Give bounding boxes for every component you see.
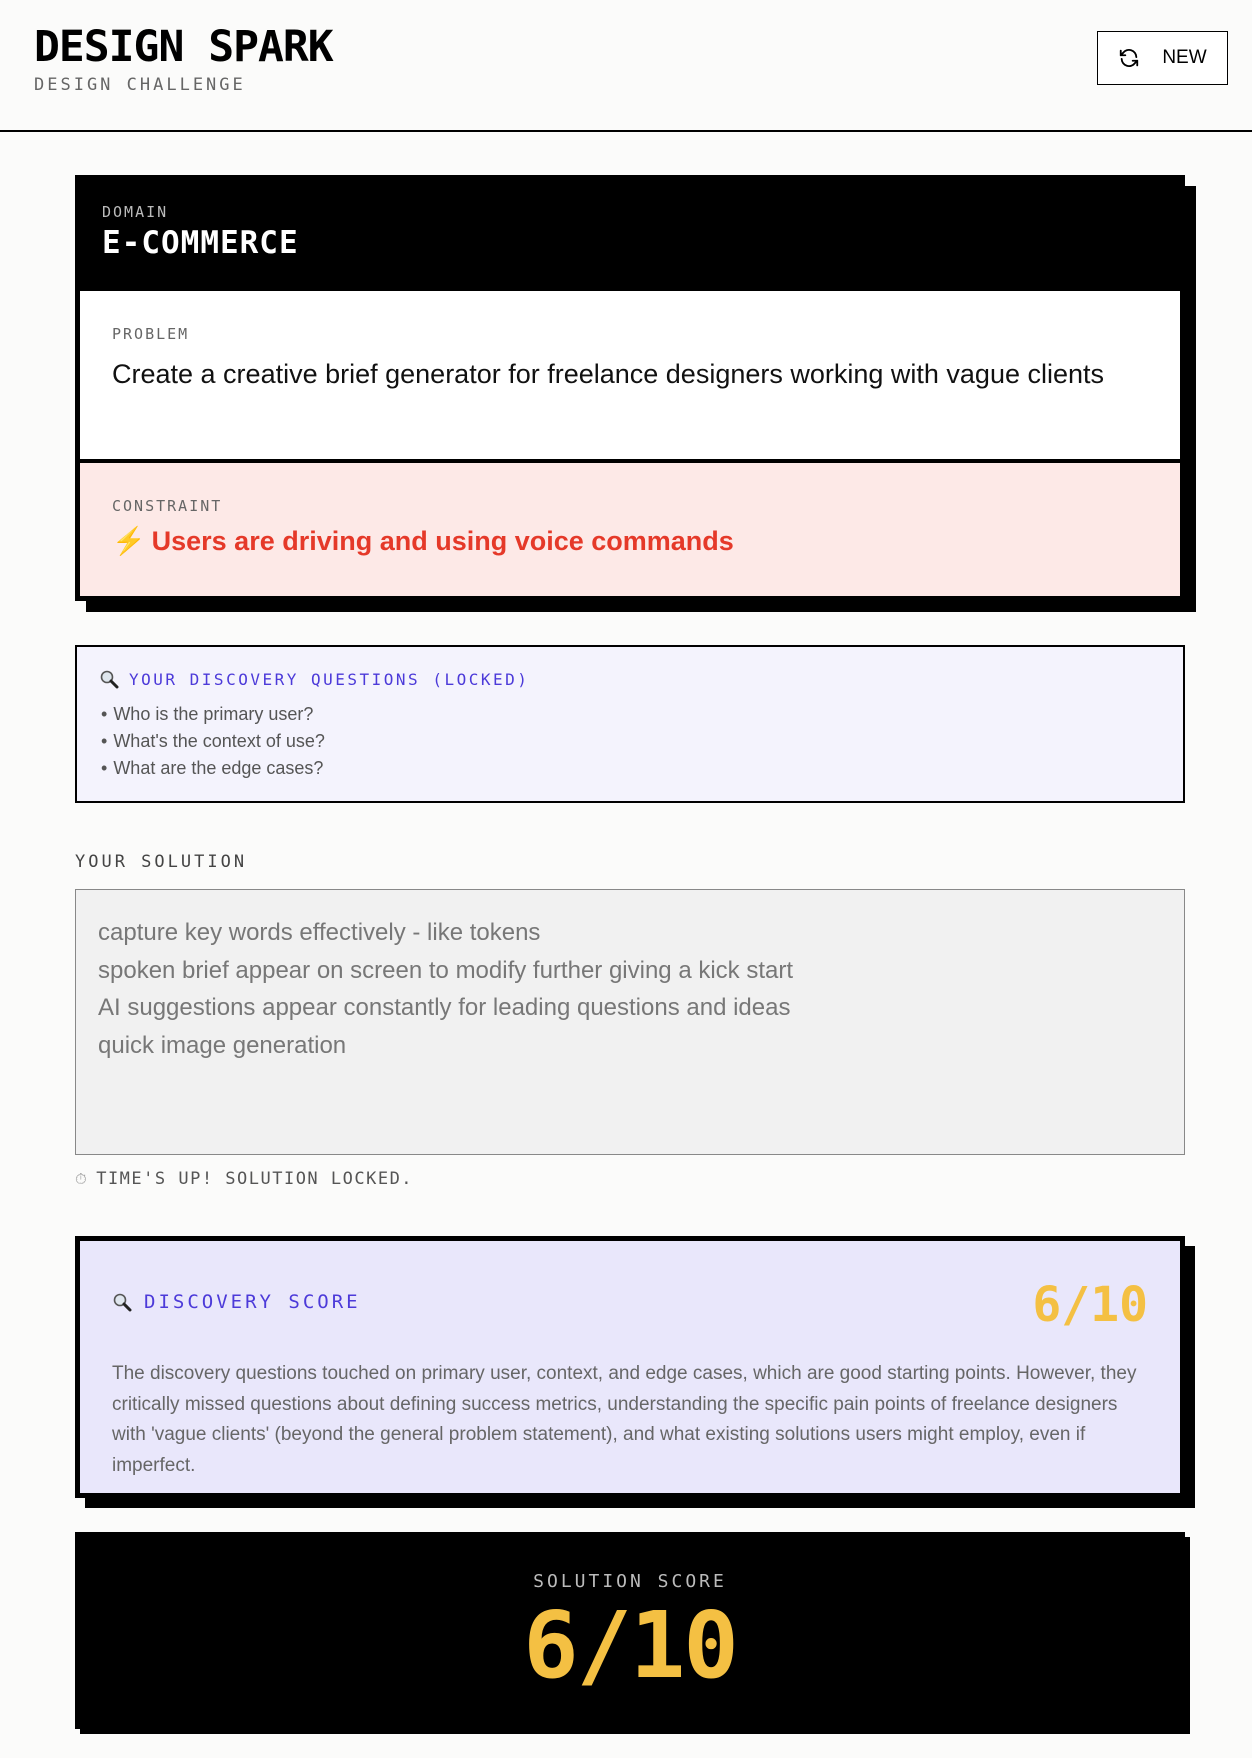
- solution-label: YOUR SOLUTION: [75, 852, 248, 872]
- timer-icon: ⏱: [75, 1170, 89, 1188]
- challenge-card: [75, 175, 1185, 601]
- discovery-score-value: 6/10: [1032, 1277, 1148, 1333]
- solution-status: [75, 1169, 413, 1189]
- list-item: • What are the edge cases?: [101, 755, 325, 782]
- discovery-questions-panel: [75, 645, 1185, 803]
- problem-label: PROBLEM: [112, 325, 190, 343]
- app-subtitle: DESIGN CHALLENGE: [34, 75, 246, 95]
- discovery-score-feedback: The discovery questions touched on primary user, context, and edge cases, which are good starting points. However, they critically missed questions about defining success metrics, understanding the specific pain points of freelance designers with 'vague clients' (beyond the general problem statement), and what existing solutions users might employ, even if imperfect.: [112, 1363, 1137, 1476]
- solution-textarea[interactable]: [75, 889, 1185, 1155]
- solution-score-card: [75, 1532, 1185, 1729]
- problem-panel: [80, 291, 1180, 461]
- discovery-score-card: [75, 1236, 1185, 1498]
- domain-label: DOMAIN: [102, 203, 169, 221]
- app-title: DESIGN SPARK: [34, 22, 333, 72]
- list-item: • What's the context of use?: [101, 728, 325, 755]
- discovery-questions-title: YOUR DISCOVERY QUESTIONS (LOCKED): [129, 669, 530, 689]
- domain-value: E-COMMERCE: [102, 225, 299, 261]
- problem-text: Create a creative brief generator for freelance designers working with vague clients: [112, 359, 1105, 389]
- solution-status-text: TIME'S UP! SOLUTION LOCKED.: [96, 1169, 414, 1189]
- discovery-questions-list: [101, 701, 325, 782]
- app-header: [0, 0, 1252, 132]
- discovery-questions-header: [99, 669, 529, 689]
- discovery-score-label: DISCOVERY SCORE: [144, 1291, 361, 1313]
- solution-score-label: SOLUTION SCORE: [533, 1571, 727, 1592]
- constraint-text-row: [112, 525, 734, 557]
- lightning-icon: ⚡: [112, 526, 146, 556]
- constraint-text: Users are driving and using voice commands: [151, 526, 734, 556]
- solution-score-value: 6/10: [523, 1592, 737, 1699]
- list-item: • Who is the primary user?: [101, 701, 325, 728]
- discovery-score-header: [112, 1291, 361, 1313]
- magnifier-icon: [99, 669, 119, 689]
- constraint-label: CONSTRAINT: [112, 497, 223, 515]
- refresh-icon: [1118, 47, 1140, 69]
- new-challenge-button[interactable]: [1097, 31, 1228, 85]
- new-button-label: NEW: [1162, 47, 1207, 68]
- constraint-panel: [80, 463, 1180, 596]
- magnifier-icon: [112, 1292, 132, 1312]
